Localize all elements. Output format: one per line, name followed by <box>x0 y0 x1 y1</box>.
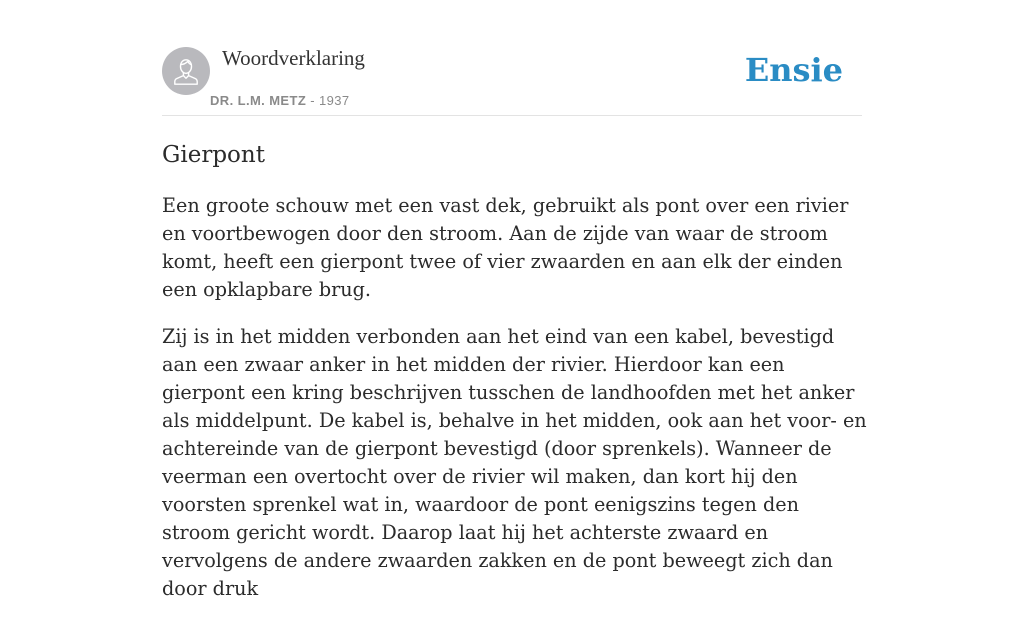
avatar[interactable] <box>162 47 210 95</box>
user-icon <box>162 47 210 95</box>
entry-title: Gierpont <box>162 142 265 168</box>
source-year: 1937 <box>318 93 350 108</box>
content-column <box>162 0 867 600</box>
meta-separator: - <box>306 93 319 108</box>
source-title[interactable]: Woordverklaring <box>222 46 365 70</box>
entry-body <box>162 192 867 622</box>
source-author[interactable]: DR. L.M. METZ <box>210 93 307 108</box>
entry-paragraph: Zij is in het midden verbonden aan het eind van een kabel, bevestigd aan een zwaar anker in het midden der rivier. Hierdoor kan een gierpont een kring beschrijven tusschen de landhoofden met het anker als middelpunt. De kabel is, behalve in het midden, ook aan het voor- en achtereinde van de gierpont bevestigd (door sprenkels). Wanneer de veerman een overtocht over de rivier wil maken, dan kort hij den voorsten sprenkel wat in, waardoor de pont eenigszins tegen den stroom gericht wordt. Daarop laat hij het achterste zwaard en vervolgens de andere zwaarden zakken en de pont beweegt zich dan door druk <box>162 325 867 600</box>
brand-logo[interactable]: Ensie <box>744 51 843 89</box>
entry-paragraph: Een groote schouw met een vast dek, gebruikt als pont over een rivier en voortbewogen door den stroom. Aan de zijde van waar de stroom komt, heeft een gierpont twee of vier zwaarden en aan elk der einden een opklapbare brug. <box>162 194 849 301</box>
source-header <box>162 0 862 116</box>
source-meta <box>210 93 349 109</box>
